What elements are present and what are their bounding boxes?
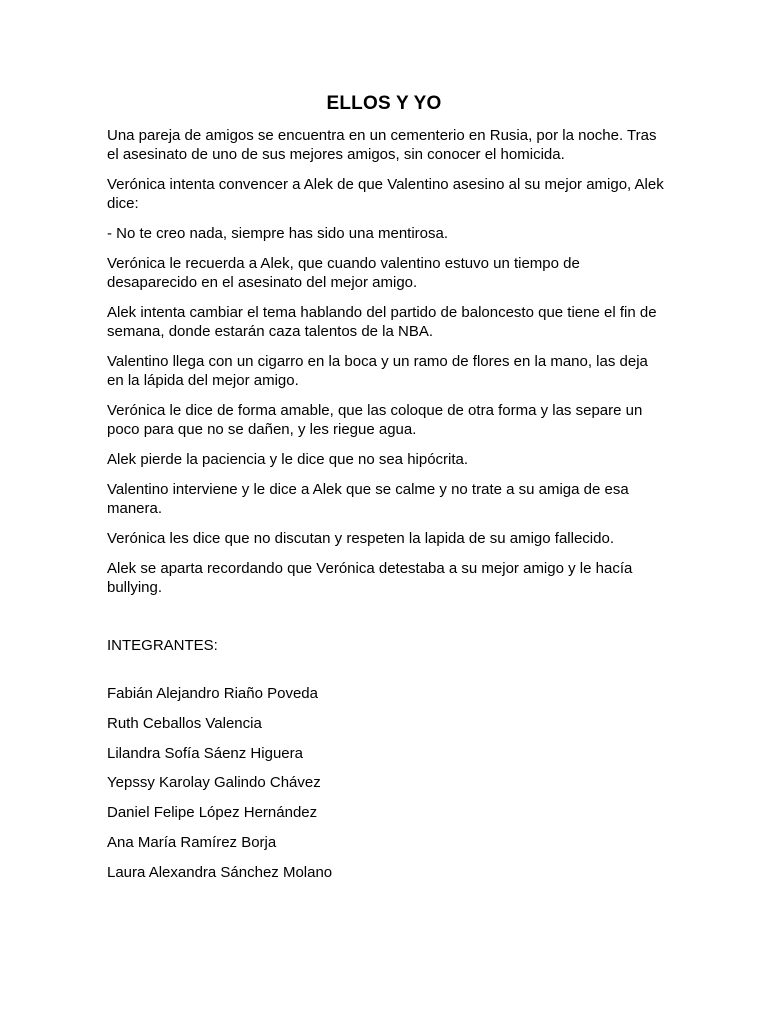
- paragraph: Valentino interviene y le dice a Alek que se calme y no trate a su amiga de esa manera.: [107, 481, 629, 517]
- paragraph: Verónica intenta convencer a Alek de que Valentino asesino al su mejor amigo, Alek dice:: [107, 176, 664, 212]
- member-name: Daniel Felipe López Hernández: [107, 804, 318, 822]
- member-name: Ana María Ramírez Borja: [107, 833, 277, 851]
- members-heading: INTEGRANTES:: [107, 637, 218, 654]
- member-name: Lilandra Sofía Sáenz Higuera: [107, 744, 303, 762]
- paragraph: Verónica les dice que no discutan y respeten la lapida de su amigo fallecido.: [107, 530, 614, 547]
- paragraph: Verónica le recuerda a Alek, que cuando valentino estuvo un tiempo de desaparecido en el asesinato del mejor amigo.: [107, 255, 580, 291]
- member-name: Yepssy Karolay Galindo Chávez: [107, 774, 321, 792]
- document-body: [107, 126, 667, 608]
- document-title: ELLOS Y YO: [326, 93, 442, 114]
- member-name: Ruth Ceballos Valencia: [107, 714, 262, 732]
- paragraph: Alek se aparta recordando que Verónica detestaba a su mejor amigo y le hacía bullying.: [107, 560, 633, 596]
- member-name: Laura Alexandra Sánchez Molano: [107, 863, 333, 881]
- paragraph: Valentino llega con un cigarro en la boca y un ramo de flores en la mano, las deja en la lápida del mejor amigo.: [107, 353, 648, 389]
- member-name: Fabián Alejandro Riaño Poveda: [107, 685, 318, 702]
- paragraph: Alek intenta cambiar el tema hablando del partido de baloncesto que tiene el fin de semana, donde estarán caza talentos de la NBA.: [107, 304, 657, 340]
- paragraph: Alek pierde la paciencia y le dice que no sea hipócrita.: [107, 451, 469, 468]
- paragraph: Una pareja de amigos se encuentra en un cementerio en Rusia, por la noche. Tras el asesinato de uno de sus mejores amigos, sin conocer el homicida.: [107, 127, 657, 163]
- members-list: [107, 684, 332, 893]
- paragraph: - No te creo nada, siempre has sido una mentirosa.: [107, 225, 449, 242]
- paragraph: Verónica le dice de forma amable, que las coloque de otra forma y las separe un poco para que no se dañen, y les riegue agua.: [107, 402, 643, 438]
